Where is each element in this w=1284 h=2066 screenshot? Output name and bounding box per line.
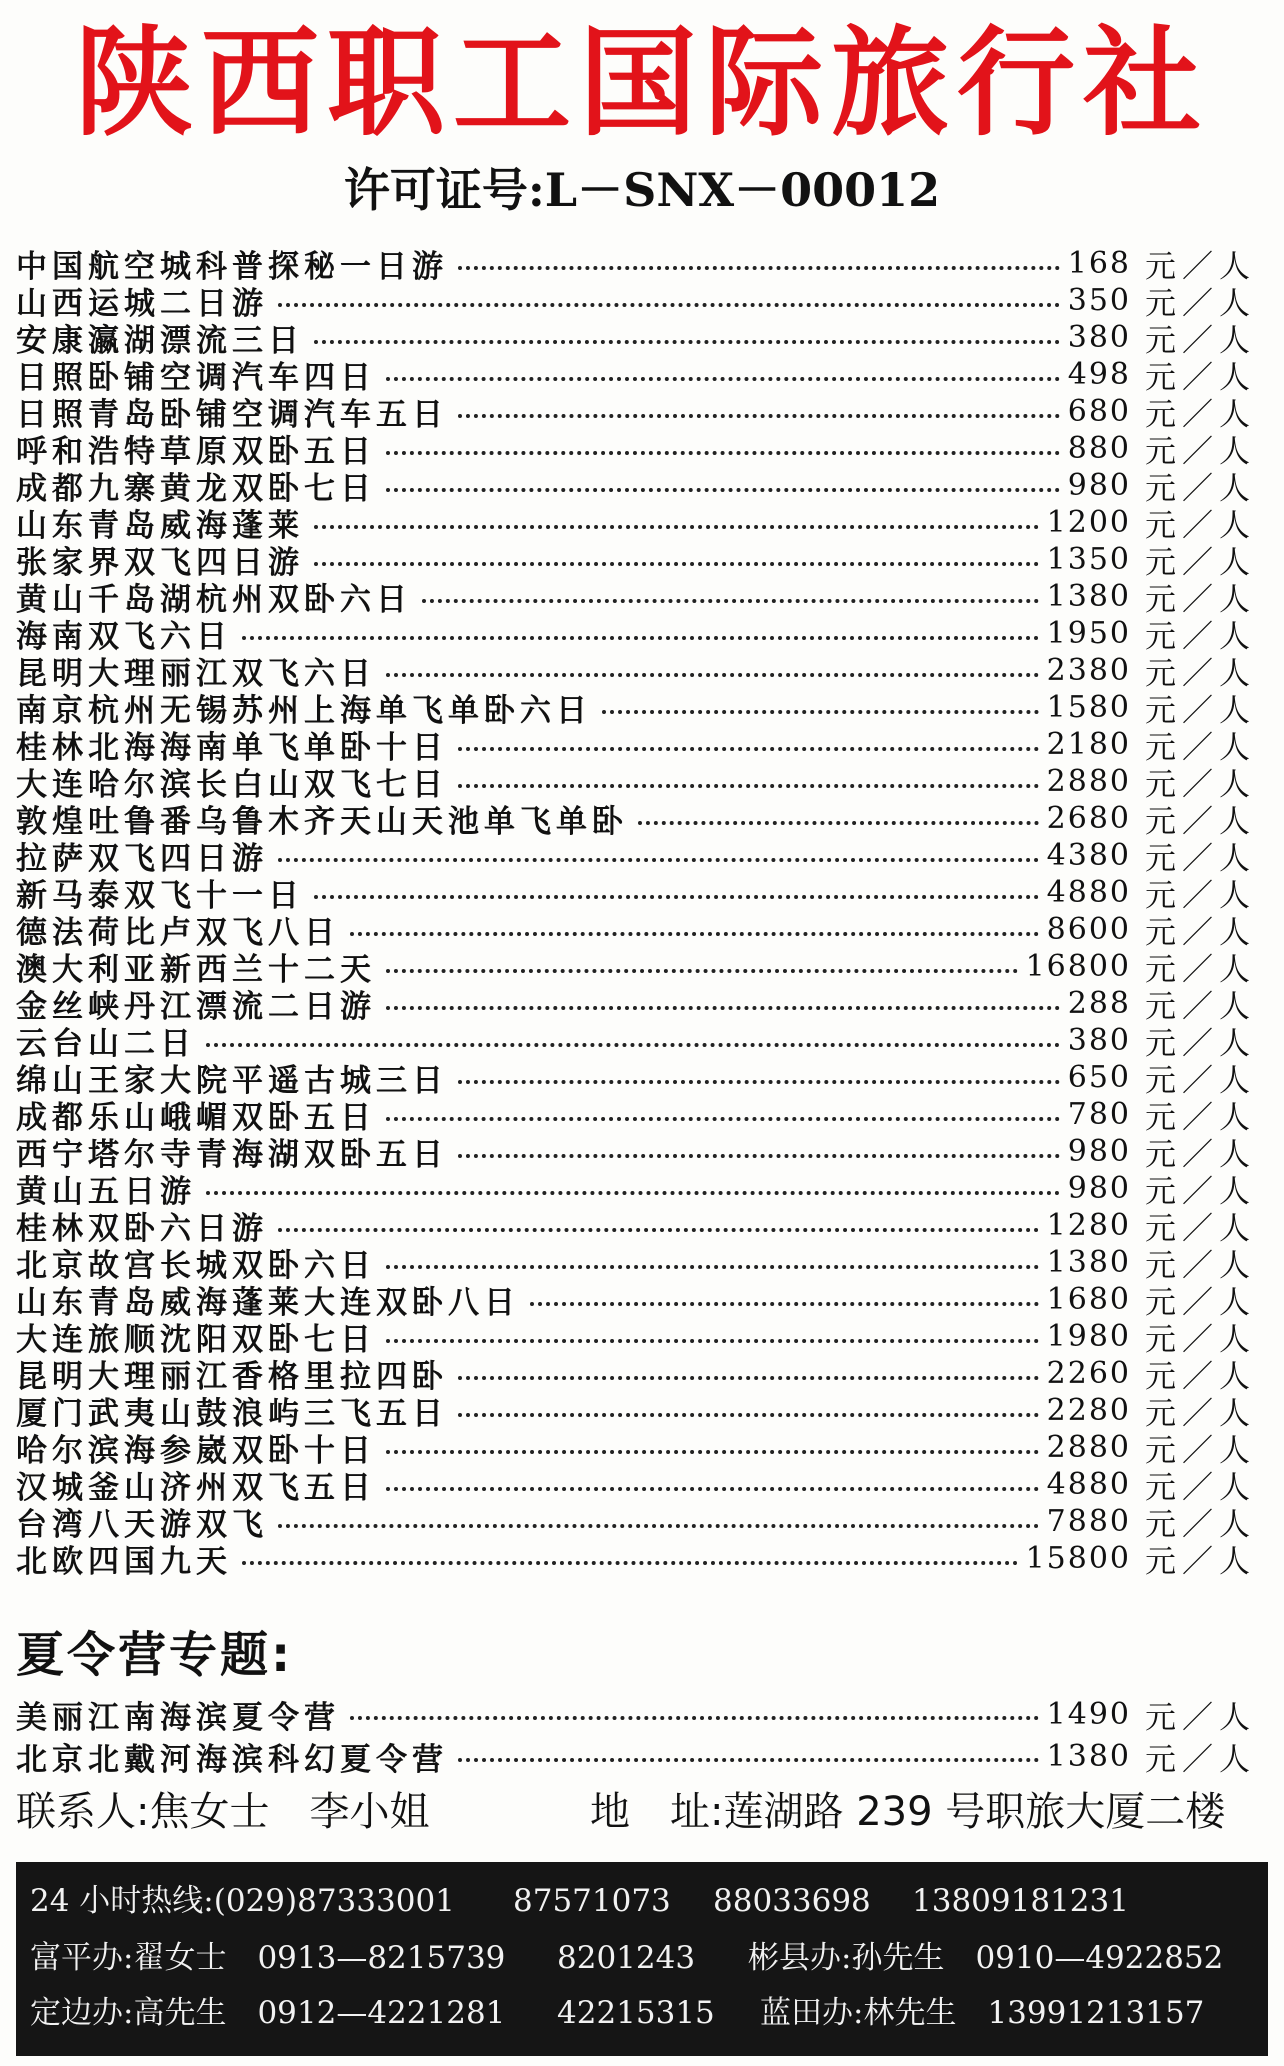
tour-price-list [16, 245, 1256, 1580]
dot-leader [530, 1302, 1039, 1306]
dot-leader [242, 636, 1039, 640]
tour-row [16, 726, 1256, 766]
hotline-number: 87571073 [513, 1883, 671, 1919]
price-unit: 元／人 [1145, 1026, 1256, 1062]
tour-row [16, 245, 1256, 285]
price-unit: 元／人 [1145, 249, 1256, 285]
price-unit: 元／人 [1145, 582, 1256, 618]
tour-name: 拉萨双飞四日游 [16, 841, 268, 877]
dot-leader [386, 451, 1060, 455]
summer-camp-heading: 夏令营专题: [16, 1627, 294, 1683]
tour-row [16, 282, 1256, 322]
tour-name: 黄山五日游 [16, 1174, 196, 1210]
dot-leader [206, 1043, 1060, 1047]
tour-row [16, 1133, 1256, 1173]
tour-row [16, 1355, 1256, 1395]
tour-row [16, 541, 1256, 581]
tour-name: 大连旅顺沈阳双卧七日 [16, 1322, 376, 1358]
tour-price: 4380 [1046, 838, 1131, 873]
contact-people: 联系人:焦女士 李小姐 [16, 1789, 430, 1835]
office-number: 42215315 [557, 1995, 715, 2031]
tour-row [16, 911, 1256, 951]
tour-name: 新马泰双飞十一日 [16, 878, 304, 914]
tour-price: 288 [1067, 986, 1131, 1021]
tour-price: 1200 [1046, 505, 1131, 540]
tour-price: 1950 [1046, 616, 1131, 651]
price-unit: 元／人 [1145, 1699, 1256, 1736]
price-unit: 元／人 [1145, 1100, 1256, 1136]
dot-leader [386, 1339, 1039, 1343]
price-unit: 元／人 [1145, 286, 1256, 322]
price-unit: 元／人 [1145, 1359, 1256, 1395]
dot-leader [422, 599, 1039, 603]
hotline-number: 88033698 [713, 1883, 871, 1919]
tour-row [16, 1503, 1256, 1543]
tour-name: 西宁塔尔寺青海湖双卧五日 [16, 1137, 448, 1173]
tour-row [16, 1466, 1256, 1506]
dot-leader [602, 710, 1039, 714]
tour-price: 4880 [1046, 875, 1131, 910]
tour-price: 2880 [1046, 764, 1131, 799]
tour-name: 昆明大理丽江双飞六日 [16, 656, 376, 692]
tour-price: 15800 [1025, 1541, 1131, 1576]
tour-row [16, 948, 1256, 988]
price-unit: 元／人 [1145, 397, 1256, 433]
dot-leader [386, 673, 1039, 677]
tour-price: 1980 [1046, 1319, 1131, 1354]
dot-leader [458, 1758, 1039, 1762]
dot-leader [638, 821, 1039, 825]
hotline-row [16, 1876, 1268, 1926]
tour-name: 哈尔滨海参崴双卧十日 [16, 1433, 376, 1469]
tour-name: 桂林北海海南单飞单卧十日 [16, 730, 448, 766]
tour-row [16, 1207, 1256, 1247]
tour-price: 2180 [1046, 727, 1131, 762]
tour-price: 980 [1067, 1134, 1131, 1169]
price-unit: 元／人 [1145, 323, 1256, 359]
tour-row [16, 430, 1256, 470]
tour-row [16, 1096, 1256, 1136]
tour-price: 680 [1067, 394, 1131, 429]
price-unit: 元／人 [1145, 915, 1256, 951]
price-unit: 元／人 [1145, 767, 1256, 803]
price-unit: 元／人 [1145, 1174, 1256, 1210]
tour-name: 台湾八天游双飞 [16, 1507, 268, 1543]
price-unit: 元／人 [1145, 1470, 1256, 1506]
price-unit: 元／人 [1145, 1137, 1256, 1173]
price-unit: 元／人 [1145, 545, 1256, 581]
tour-row [16, 504, 1256, 544]
dot-leader [458, 1080, 1060, 1084]
tour-name: 德法荷比卢双飞八日 [16, 915, 340, 951]
tour-price: 1350 [1046, 542, 1131, 577]
tour-row [16, 800, 1256, 840]
tour-name: 金丝峡丹江漂流二日游 [16, 989, 376, 1025]
price-unit: 元／人 [1145, 619, 1256, 655]
contact-address: 地 址:莲湖路 239 号职旅大厦二楼 [590, 1789, 1226, 1835]
tour-price: 4880 [1046, 1467, 1131, 1502]
tour-price: 380 [1067, 1023, 1131, 1058]
price-unit: 元／人 [1145, 1741, 1256, 1778]
tour-price: 880 [1067, 431, 1131, 466]
price-unit: 元／人 [1145, 989, 1256, 1025]
price-unit: 元／人 [1145, 693, 1256, 729]
tour-price: 2680 [1046, 801, 1131, 836]
tour-price: 1680 [1046, 1282, 1131, 1317]
tour-name: 山西运城二日游 [16, 286, 268, 322]
dot-leader [386, 377, 1060, 381]
price-unit: 元／人 [1145, 730, 1256, 766]
dot-leader [278, 1228, 1039, 1232]
tour-row [16, 1170, 1256, 1210]
office-row-fuping [16, 1933, 1268, 1983]
price-unit: 元／人 [1145, 1544, 1256, 1580]
price-unit: 元／人 [1145, 952, 1256, 988]
tour-row [16, 689, 1256, 729]
dot-leader [458, 414, 1060, 418]
tour-name: 美丽江南海滨夏令营 [16, 1699, 340, 1736]
dot-leader [458, 1154, 1060, 1158]
summer-camp-list [16, 1693, 1256, 1777]
hotline-box [16, 1862, 1268, 2056]
hotline-label: 24 小时热线:(029)87333001 [30, 1883, 455, 1919]
office-row-dingbian [16, 1988, 1268, 2038]
price-unit: 元／人 [1145, 1285, 1256, 1321]
contact-info [16, 1782, 1266, 1842]
price-unit: 元／人 [1145, 804, 1256, 840]
tour-row [16, 319, 1256, 359]
tour-name: 绵山王家大院平遥古城三日 [16, 1063, 448, 1099]
tour-name: 呼和浩特草原双卧五日 [16, 434, 376, 470]
dot-leader [278, 303, 1060, 307]
tour-price: 16800 [1025, 949, 1131, 984]
tour-price: 2280 [1046, 1393, 1131, 1428]
tour-name: 云台山二日 [16, 1026, 196, 1062]
camp-row [16, 1735, 1256, 1777]
price-unit: 元／人 [1145, 471, 1256, 507]
tour-row [16, 1318, 1256, 1358]
office-contact: 蓝田办:林先生 13991213157 [760, 1995, 1205, 2031]
tour-row [16, 874, 1256, 914]
camp-row [16, 1693, 1256, 1735]
tour-price: 380 [1067, 320, 1131, 355]
tour-name: 澳大利亚新西兰十二天 [16, 952, 376, 988]
tour-name: 山东青岛威海蓬莱 [16, 508, 304, 544]
dot-leader [386, 969, 1018, 973]
tour-name: 成都九寨黄龙双卧七日 [16, 471, 376, 507]
tour-name: 中国航空城科普探秘一日游 [16, 249, 448, 285]
tour-name: 桂林双卧六日游 [16, 1211, 268, 1247]
dot-leader [386, 1117, 1060, 1121]
dot-leader [386, 1006, 1060, 1010]
dot-leader [458, 1376, 1039, 1380]
tour-row [16, 1281, 1256, 1321]
dot-leader [278, 858, 1039, 862]
tour-price: 650 [1067, 1060, 1131, 1095]
tour-name: 张家界双飞四日游 [16, 545, 304, 581]
tour-row [16, 1429, 1256, 1469]
office-contact: 富平办:翟女士 0913—8215739 [30, 1940, 506, 1976]
tour-price: 2260 [1046, 1356, 1131, 1391]
dot-leader [386, 1487, 1039, 1491]
tour-price: 8600 [1046, 912, 1131, 947]
tour-price: 1380 [1046, 1738, 1131, 1774]
tour-row [16, 578, 1256, 618]
price-unit: 元／人 [1145, 508, 1256, 544]
tour-price: 168 [1067, 246, 1131, 281]
price-unit: 元／人 [1145, 1322, 1256, 1358]
price-unit: 元／人 [1145, 1248, 1256, 1284]
tour-name: 日照青岛卧铺空调汽车五日 [16, 397, 448, 433]
price-unit: 元／人 [1145, 656, 1256, 692]
tour-price: 1280 [1046, 1208, 1131, 1243]
tour-price: 498 [1067, 357, 1131, 392]
tour-name: 汉城釜山济州双飞五日 [16, 1470, 376, 1506]
price-unit: 元／人 [1145, 841, 1256, 877]
tour-name: 昆明大理丽江香格里拉四卧 [16, 1359, 448, 1395]
tour-price: 2380 [1046, 653, 1131, 688]
tour-price: 2880 [1046, 1430, 1131, 1465]
tour-name: 南京杭州无锡苏州上海单飞单卧六日 [16, 693, 592, 729]
tour-name: 厦门武夷山鼓浪屿三飞五日 [16, 1396, 448, 1432]
tour-price: 980 [1067, 1171, 1131, 1206]
tour-price: 980 [1067, 468, 1131, 503]
tour-name: 成都乐山峨嵋双卧五日 [16, 1100, 376, 1136]
hotline-number: 13809181231 [912, 1883, 1129, 1919]
tour-row [16, 393, 1256, 433]
agency-title: 陕西职工国际旅行社 [74, 13, 1209, 152]
tour-name: 山东青岛威海蓬莱大连双卧八日 [16, 1285, 520, 1321]
price-unit: 元／人 [1145, 434, 1256, 470]
dot-leader [458, 1413, 1039, 1417]
tour-price: 7880 [1046, 1504, 1131, 1539]
price-unit: 元／人 [1145, 1396, 1256, 1432]
office-contact: 定边办:高先生 0912—4221281 [30, 1995, 506, 2031]
tour-price: 1380 [1046, 1245, 1131, 1280]
dot-leader [314, 562, 1039, 566]
dot-leader [314, 525, 1039, 529]
tour-name: 黄山千岛湖杭州双卧六日 [16, 582, 412, 618]
dot-leader [314, 340, 1060, 344]
tour-row [16, 985, 1256, 1025]
tour-name: 大连哈尔滨长白山双飞七日 [16, 767, 448, 803]
dot-leader [350, 932, 1039, 936]
dot-leader [350, 1716, 1039, 1720]
tour-name: 安康瀛湖漂流三日 [16, 323, 304, 359]
tour-row [16, 1244, 1256, 1284]
tour-name: 日照卧铺空调汽车四日 [16, 360, 376, 396]
price-unit: 元／人 [1145, 1507, 1256, 1543]
tour-row [16, 1022, 1256, 1062]
tour-price: 1490 [1046, 1696, 1131, 1732]
price-unit: 元／人 [1145, 360, 1256, 396]
tour-row [16, 652, 1256, 692]
price-unit: 元／人 [1145, 878, 1256, 914]
tour-row [16, 356, 1256, 396]
tour-price: 350 [1067, 283, 1131, 318]
office-number: 8201243 [557, 1940, 696, 1976]
tour-row [16, 837, 1256, 877]
price-unit: 元／人 [1145, 1433, 1256, 1469]
tour-price: 780 [1067, 1097, 1131, 1132]
tour-name: 海南双飞六日 [16, 619, 232, 655]
tour-row [16, 1392, 1256, 1432]
dot-leader [278, 1524, 1039, 1528]
tour-name: 敦煌吐鲁番乌鲁木齐天山天池单飞单卧 [16, 804, 628, 840]
office-contact: 彬县办:孙先生 0910—4922852 [748, 1940, 1224, 1976]
tour-name: 北欧四国九天 [16, 1544, 232, 1580]
tour-price: 1380 [1046, 579, 1131, 614]
tour-row [16, 615, 1256, 655]
tour-name: 北京北戴河海滨科幻夏令营 [16, 1741, 448, 1778]
license-number: 许可证号:L－SNX－00012 [343, 163, 941, 217]
dot-leader [314, 895, 1039, 899]
dot-leader [386, 1265, 1039, 1269]
dot-leader [458, 266, 1060, 270]
dot-leader [242, 1561, 1018, 1565]
tour-row [16, 1540, 1256, 1580]
dot-leader [458, 784, 1039, 788]
dot-leader [386, 1450, 1039, 1454]
tour-name: 北京故宫长城双卧六日 [16, 1248, 376, 1284]
price-unit: 元／人 [1145, 1211, 1256, 1247]
dot-leader [458, 747, 1039, 751]
tour-row [16, 1059, 1256, 1099]
tour-row [16, 467, 1256, 507]
price-unit: 元／人 [1145, 1063, 1256, 1099]
tour-price: 1580 [1046, 690, 1131, 725]
dot-leader [206, 1191, 1060, 1195]
dot-leader [386, 488, 1060, 492]
tour-row [16, 763, 1256, 803]
